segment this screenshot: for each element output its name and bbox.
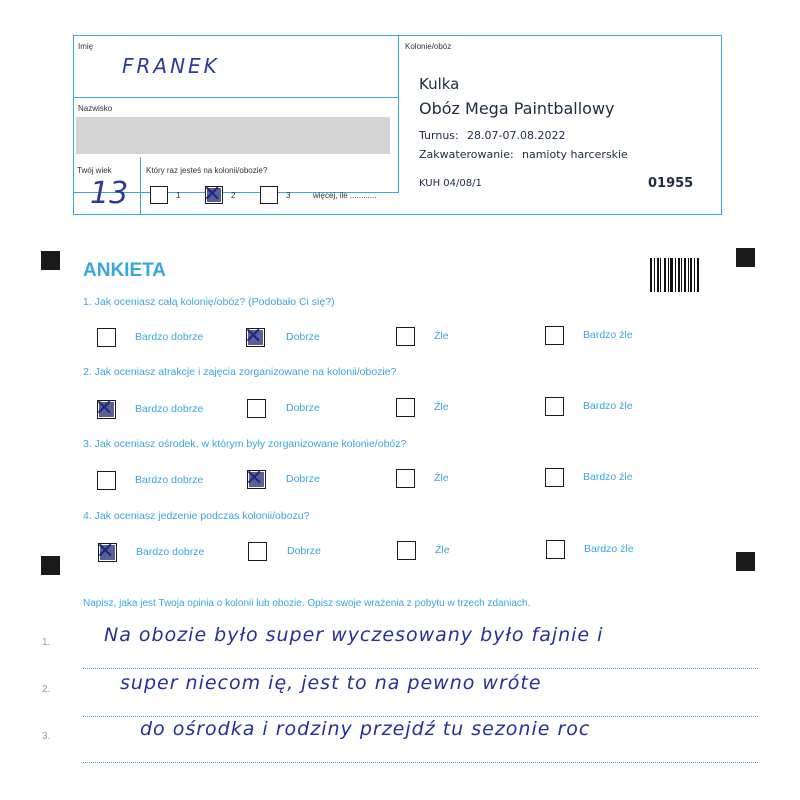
q4-option-dobrze-checkbox[interactable]	[248, 542, 267, 561]
q2-option-bardzo-zle-checkbox[interactable]	[545, 397, 564, 416]
q2-option-bardzo-dobrze-label: Bardzo dobrze	[135, 403, 204, 415]
registration-mark-top-right	[736, 248, 755, 267]
accommodation-value: namioty harcerskie	[522, 148, 628, 161]
q2-option-bardzo-dobrze-checkbox[interactable]	[97, 400, 116, 419]
q4-option-bardzo-zle-label: Bardzo źle	[584, 543, 634, 555]
q4-option-bardzo-dobrze-label: Bardzo dobrze	[136, 546, 205, 558]
q3-option-zle-checkbox[interactable]	[396, 469, 415, 488]
registration-mark-bottom-right	[736, 552, 755, 571]
q3-option-bardzo-zle-label: Bardzo źle	[583, 471, 633, 483]
times-label: Który raz jesteś na kolonii/obozie?	[146, 166, 268, 175]
name-label: Imię	[78, 42, 94, 51]
q3-option-bardzo-zle-checkbox[interactable]	[545, 468, 564, 487]
q3-option-bardzo-dobrze-label: Bardzo dobrze	[135, 474, 204, 486]
turnus-label: Turnus:	[419, 129, 459, 142]
times-checkbox-3[interactable]	[260, 186, 278, 204]
q2-option-zle-label: Źle	[434, 401, 449, 413]
line-number-2: 2.	[42, 684, 51, 695]
barcode	[650, 258, 704, 292]
times-checkbox-1[interactable]	[150, 186, 168, 204]
opinion-line-3[interactable]: do ośrodka i rodziny przejdź tu sezonie roc	[140, 718, 591, 740]
q1-option-zle-label: Źle	[434, 330, 449, 342]
q4-option-bardzo-zle-checkbox[interactable]	[546, 540, 565, 559]
colony-label: Kolonie/obóz	[405, 42, 452, 51]
q3-option-dobrze-label: Dobrze	[286, 473, 320, 485]
registration-mark-top-left	[41, 251, 60, 270]
q2-option-dobrze-checkbox[interactable]	[247, 399, 266, 418]
colony-name: Kulka	[419, 75, 460, 93]
question-1: 1. Jak oceniasz całą kolonię/obóz? (Podobało Ci się?)	[83, 296, 335, 308]
name-value[interactable]: FRANEK	[122, 54, 220, 78]
accommodation-label: Zakwaterowanie:	[419, 148, 514, 161]
opinion-line-1[interactable]: Na obozie było super wyczesowany było fajnie i	[104, 624, 604, 646]
form-number: 01955	[648, 176, 694, 191]
q2-option-bardzo-zle-label: Bardzo źle	[583, 400, 633, 412]
form-code: KUH 04/08/1	[419, 178, 482, 189]
surname-redacted	[76, 117, 390, 154]
times-more: więcej, ile ............	[313, 191, 377, 200]
q4-option-zle-label: Źle	[435, 544, 450, 556]
line-number-3: 3.	[42, 731, 51, 742]
times-option-3: 3	[286, 191, 291, 200]
age-label: Twój wiek	[77, 166, 112, 175]
q3-option-bardzo-dobrze-checkbox[interactable]	[97, 471, 116, 490]
turnus-value: 28.07-07.08.2022	[467, 129, 566, 142]
times-checkbox-2[interactable]	[205, 186, 223, 204]
q1-option-dobrze-checkbox[interactable]	[246, 328, 265, 347]
question-2: 2. Jak oceniasz atrakcje i zajęcia zorganizowane na kolonii/obozie?	[83, 366, 397, 378]
age-value[interactable]: 13	[90, 176, 129, 211]
survey-title: ANKIETA	[83, 260, 167, 281]
q4-option-bardzo-dobrze-checkbox[interactable]	[98, 543, 117, 562]
q2-option-dobrze-label: Dobrze	[286, 402, 320, 414]
camp-name: Obóz Mega Paintballowy	[419, 99, 615, 118]
writing-line-3	[83, 762, 758, 763]
line-number-1: 1.	[42, 637, 51, 648]
question-4: 4. Jak oceniasz jedzenie podczas kolonii/obozu?	[83, 510, 310, 522]
q4-option-dobrze-label: Dobrze	[287, 545, 321, 557]
q1-option-bardzo-zle-checkbox[interactable]	[545, 326, 564, 345]
q1-option-bardzo-dobrze-checkbox[interactable]	[97, 328, 116, 347]
registration-mark-bottom-left	[41, 556, 60, 575]
q2-option-zle-checkbox[interactable]	[396, 398, 415, 417]
q1-option-dobrze-label: Dobrze	[286, 331, 320, 343]
q1-option-bardzo-dobrze-label: Bardzo dobrze	[135, 331, 204, 343]
surname-label: Nazwisko	[78, 104, 113, 113]
times-option-1: 1	[176, 191, 181, 200]
times-option-2: 2	[231, 191, 236, 200]
q3-option-zle-label: Źle	[434, 472, 449, 484]
q1-option-zle-checkbox[interactable]	[396, 327, 415, 346]
opinion-prompt: Napisz, jaka jest Twoja opinia o kolonii lub obozie. Opisz swoje wrażenia z pobytu w trzech zdaniach.	[83, 598, 531, 609]
writing-line-2	[83, 716, 758, 717]
q4-option-zle-checkbox[interactable]	[397, 541, 416, 560]
question-3: 3. Jak oceniasz ośrodek, w którym były zorganizowane kolonie/obóz?	[83, 438, 407, 450]
q3-option-dobrze-checkbox[interactable]	[247, 470, 266, 489]
name-cell	[74, 36, 399, 98]
opinion-line-2[interactable]: super niecom ię, jest to na pewno wróte	[120, 672, 542, 694]
q1-option-bardzo-zle-label: Bardzo źle	[583, 329, 633, 341]
writing-line-1	[83, 668, 758, 669]
